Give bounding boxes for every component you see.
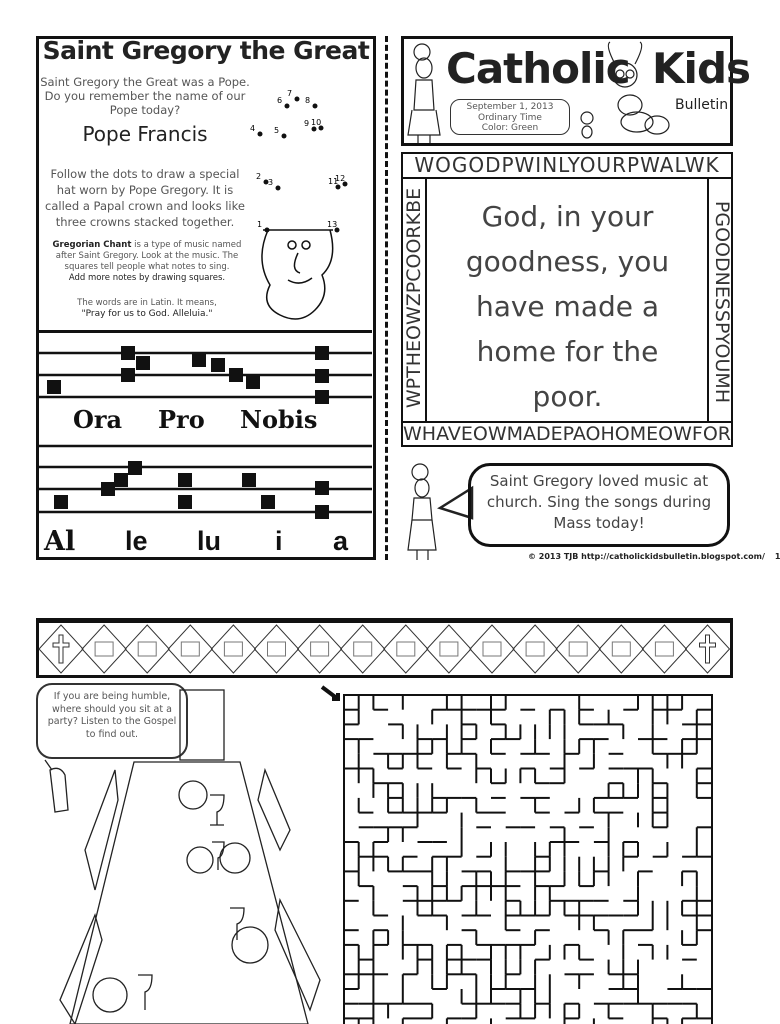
chant-term: Gregorian Chant xyxy=(52,240,132,250)
verse-line: home for the xyxy=(476,335,659,368)
note-square xyxy=(54,495,68,509)
mass-part-icon xyxy=(384,625,428,673)
dot-number: 2 xyxy=(256,172,262,181)
chant-text xyxy=(42,240,252,284)
lyric-lu: lu xyxy=(197,526,221,556)
mass-part-icon xyxy=(470,625,514,673)
note-square xyxy=(47,380,61,394)
dot-number: 8 xyxy=(305,96,311,105)
dot-to-dot-pope[interactable] xyxy=(250,75,370,325)
verse-line: goodness, you xyxy=(465,245,670,278)
dot-number: 5 xyxy=(274,126,280,135)
note-square xyxy=(315,505,329,519)
note-square xyxy=(261,495,275,509)
note-square xyxy=(242,473,256,487)
mass-part-icon xyxy=(255,625,299,673)
mass-part-icon xyxy=(341,625,385,673)
mass-part-icon xyxy=(642,625,686,673)
verse-line: God, in your xyxy=(481,200,654,233)
page-number: 1 xyxy=(774,552,780,561)
cut-line xyxy=(385,36,388,560)
logo-kids: Kids xyxy=(652,44,751,93)
start-arrow-icon xyxy=(322,687,338,699)
lyric-a: a xyxy=(333,526,349,556)
logo-catholic: Catholic xyxy=(446,44,630,93)
dot-number: 4 xyxy=(250,124,256,133)
liturgical-season: Ordinary Time xyxy=(478,112,542,123)
pope-face-drawing xyxy=(262,230,333,319)
mouse-girl-illustration xyxy=(404,40,444,144)
date-bubble xyxy=(450,99,570,135)
dot[interactable] xyxy=(285,104,290,109)
mass-part-icon xyxy=(599,625,643,673)
mass-part-icon xyxy=(483,642,501,656)
note-square xyxy=(315,346,329,360)
lyric-i: i xyxy=(275,526,283,556)
cross-icon xyxy=(53,635,69,663)
dot-number: 10 xyxy=(311,118,322,127)
cross-icon xyxy=(39,625,83,673)
mass-part-icon xyxy=(82,625,126,673)
note-square xyxy=(121,368,135,382)
date: September 1, 2013 xyxy=(466,102,554,112)
mass-part-icon xyxy=(427,625,471,673)
mass-part-icon xyxy=(211,625,255,673)
mass-part-icon xyxy=(397,642,415,656)
dot-number: 12 xyxy=(335,174,346,183)
chant-music[interactable] xyxy=(38,330,372,558)
dot[interactable] xyxy=(313,104,318,109)
verse-line: have made a xyxy=(475,290,660,323)
mass-part-icon xyxy=(526,642,544,656)
lyric-ora: Ora xyxy=(73,405,123,434)
liturgical-color: Color: Green xyxy=(481,123,539,133)
mass-part-icon xyxy=(655,642,673,656)
dot-number: 3 xyxy=(268,178,274,187)
right-column-letters: PGOODNESSPYOUMH xyxy=(711,200,733,404)
dot-number: 1 xyxy=(257,220,263,229)
note-square xyxy=(211,358,225,372)
mass-part-icon xyxy=(181,642,199,656)
footer xyxy=(528,552,780,561)
dot-number: 11 xyxy=(328,177,339,186)
mass-part-icon xyxy=(125,625,169,673)
intro-text: Saint Gregory the Great was a Pope. Do you remember the name of our Pope today? xyxy=(40,75,250,117)
word-search-right-column[interactable] xyxy=(707,178,733,422)
tracing-verse[interactable] xyxy=(430,194,705,419)
note-square xyxy=(315,481,329,495)
mass-part-icon xyxy=(440,642,458,656)
mouse-girl-illustration xyxy=(404,458,474,563)
note-square xyxy=(178,473,192,487)
cross-icon xyxy=(686,625,730,673)
mass-part-icon xyxy=(311,642,329,656)
latin-note: The words are in Latin. It means, xyxy=(77,298,217,308)
note-square xyxy=(315,390,329,404)
lyric-nobis: Nobis xyxy=(240,405,318,434)
note-square xyxy=(128,461,142,475)
logo-bulletin: Bulletin xyxy=(675,97,729,113)
note-square xyxy=(136,356,150,370)
copyright: © 2013 TJB http://catholickidsbulletin.blogspot.com/ xyxy=(528,552,765,561)
dot[interactable] xyxy=(282,134,287,139)
mass-part-icon xyxy=(95,642,113,656)
party-table-illustration[interactable] xyxy=(40,740,340,1024)
lyric-pro: Pro xyxy=(158,405,205,434)
note-square xyxy=(121,346,135,360)
left-column-letters: WPTHEOWZPCOORKBE xyxy=(403,187,425,409)
mass-part-icon xyxy=(298,625,342,673)
dot[interactable] xyxy=(295,97,300,102)
note-square xyxy=(246,375,260,389)
dot[interactable] xyxy=(258,132,263,137)
dot[interactable] xyxy=(276,186,281,191)
bug-characters-illustration xyxy=(575,40,675,145)
page-title: Saint Gregory the Great xyxy=(42,36,370,65)
mass-part-icon xyxy=(138,642,156,656)
mass-part-icon xyxy=(354,642,372,656)
word-search-bottom-row[interactable]: WHAVEOWMADEPAOHOMEOWFOR xyxy=(403,423,731,445)
dots-instructions: Follow the dots to draw a special hat worn by Pope Gregory. It is called a Papal crown and looks like three crowns stacked together. xyxy=(45,167,245,229)
mass-part-icon xyxy=(224,642,242,656)
music-divider xyxy=(38,330,372,333)
note-square xyxy=(315,369,329,383)
word-search-left-column[interactable] xyxy=(401,178,427,422)
humble-speech-bubble: If you are being humble, where should you sit at a party? Listen to the Gospel to find out. xyxy=(36,683,188,759)
mass-parts-icons xyxy=(39,623,730,675)
mass-part-icon xyxy=(168,625,212,673)
chant-action: Add more notes by drawing squares. xyxy=(68,273,226,283)
dot[interactable] xyxy=(312,127,317,132)
note-square xyxy=(229,368,243,382)
word-search-top-row[interactable]: WOGODPWINLYOURPWALWK xyxy=(403,153,731,179)
chant-description: is a type of music named after Saint Gregory. Look at the music. The squares tell people what notes to sing. xyxy=(55,240,242,272)
note-square xyxy=(101,482,115,496)
music-speech-bubble: Saint Gregory loved music at church. Sing the songs during Mass today! xyxy=(468,463,730,547)
dot-number: 6 xyxy=(277,96,283,105)
mass-part-icon xyxy=(513,625,557,673)
note-square xyxy=(114,473,128,487)
mass-part-icon xyxy=(268,642,286,656)
dot-number: 9 xyxy=(304,119,310,128)
lyric-al: Al xyxy=(44,526,76,557)
note-square xyxy=(192,353,206,367)
maze-puzzle[interactable] xyxy=(318,683,718,1024)
dot-number: 13 xyxy=(327,220,338,229)
cross-icon xyxy=(700,635,716,663)
note-square xyxy=(178,495,192,509)
lyric-le: le xyxy=(125,526,148,556)
mass-part-icon xyxy=(612,642,630,656)
maze-border xyxy=(344,695,712,1024)
translation: "Pray for us to God. Alleluia." xyxy=(81,309,213,319)
dot-number: 7 xyxy=(287,89,293,98)
verse-line: poor. xyxy=(532,380,603,413)
mass-part-icon xyxy=(569,642,587,656)
mass-part-icon xyxy=(556,625,600,673)
pope-answer: Pope Francis xyxy=(82,122,208,146)
